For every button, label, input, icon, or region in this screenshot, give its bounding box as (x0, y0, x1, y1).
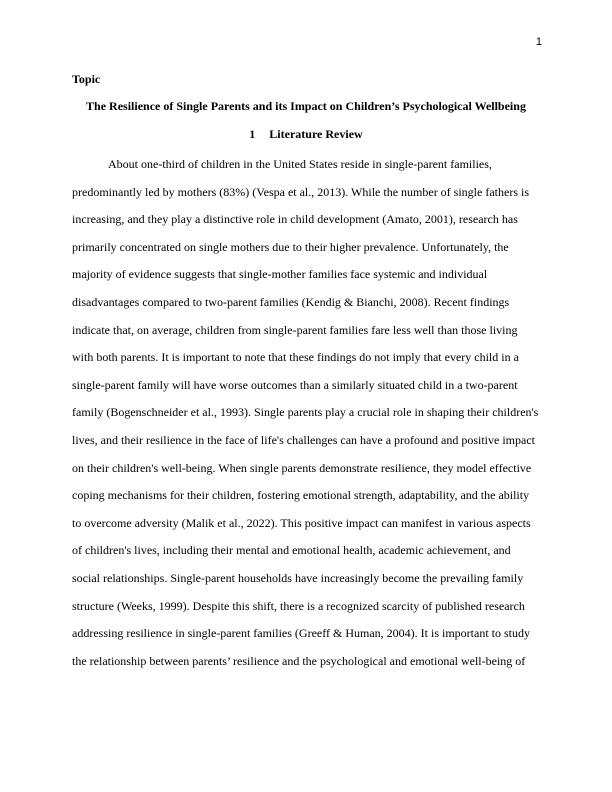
paragraph-line: lives, and their resilience in the face of life's challenges can have a profound and positive impact (72, 432, 535, 447)
section-number: 1 (249, 127, 256, 141)
paragraph-line: primarily concentrated on single mothers due to their higher prevalence. Unfortunately, the (72, 239, 509, 254)
paragraph-line: majority of evidence suggests that single-mother families face systemic and individual (72, 267, 488, 282)
paragraph-line: family (Bogenschneider et al., 1993). Single parents play a crucial role in shaping their children's (72, 405, 539, 420)
paragraph-line: single-parent family will have worse outcomes than a similarly situated child in a two-parent (72, 377, 518, 392)
body-paragraph (72, 151, 544, 675)
page-number: 1 (535, 36, 542, 48)
paragraph-line: addressing resilience in single-parent families (Greeff & Human, 2004). It is important to study (72, 626, 530, 641)
paragraph-line: disadvantages compared to two-parent families (Kendig & Bianchi, 2008). Recent findings (72, 294, 510, 309)
topic-label: Topic (72, 72, 101, 86)
paragraph-line: social relationships. Single-parent households have increasingly become the prevailing family (72, 570, 524, 585)
paragraph-line: the relationship between parents’ resilience and the psychological and emotional well-being of (72, 653, 526, 668)
paragraph-line: coping mechanisms for their children, fostering emotional strength, adaptability, and the ability (72, 488, 530, 503)
paragraph-line: of children's lives, including their mental and emotional health, academic achievement, and (72, 543, 511, 558)
paragraph-line: to overcome adversity (Malik et al., 2022). This positive impact can manifest in various aspects (72, 515, 531, 530)
document-title: The Resilience of Single Parents and its Impact on Children’s Psychological Wellbeing (86, 99, 526, 113)
section-title: Literature Review (269, 127, 363, 141)
paragraph-line: About one-third of children in the United States reside in single-parent families, (108, 157, 492, 171)
paragraph-line: predominantly led by mothers (83%) (Vespa et al., 2013). While the number of single fathers is (72, 184, 529, 199)
paragraph-line: indicate that, on average, children from single-parent families fare less well than those living (72, 322, 518, 337)
paragraph-line: structure (Weeks, 1999). Despite this shift, there is a recognized scarcity of published research (72, 598, 525, 613)
paragraph-line: increasing, and they play a distinctive role in child development (Amato, 2001), research has (72, 212, 518, 227)
section-heading (72, 126, 540, 142)
paragraph-line: on their children's well-being. When single parents demonstrate resilience, they model effective (72, 460, 532, 475)
paragraph-line: with both parents. It is important to note that these findings do not imply that every child in a (72, 350, 519, 365)
